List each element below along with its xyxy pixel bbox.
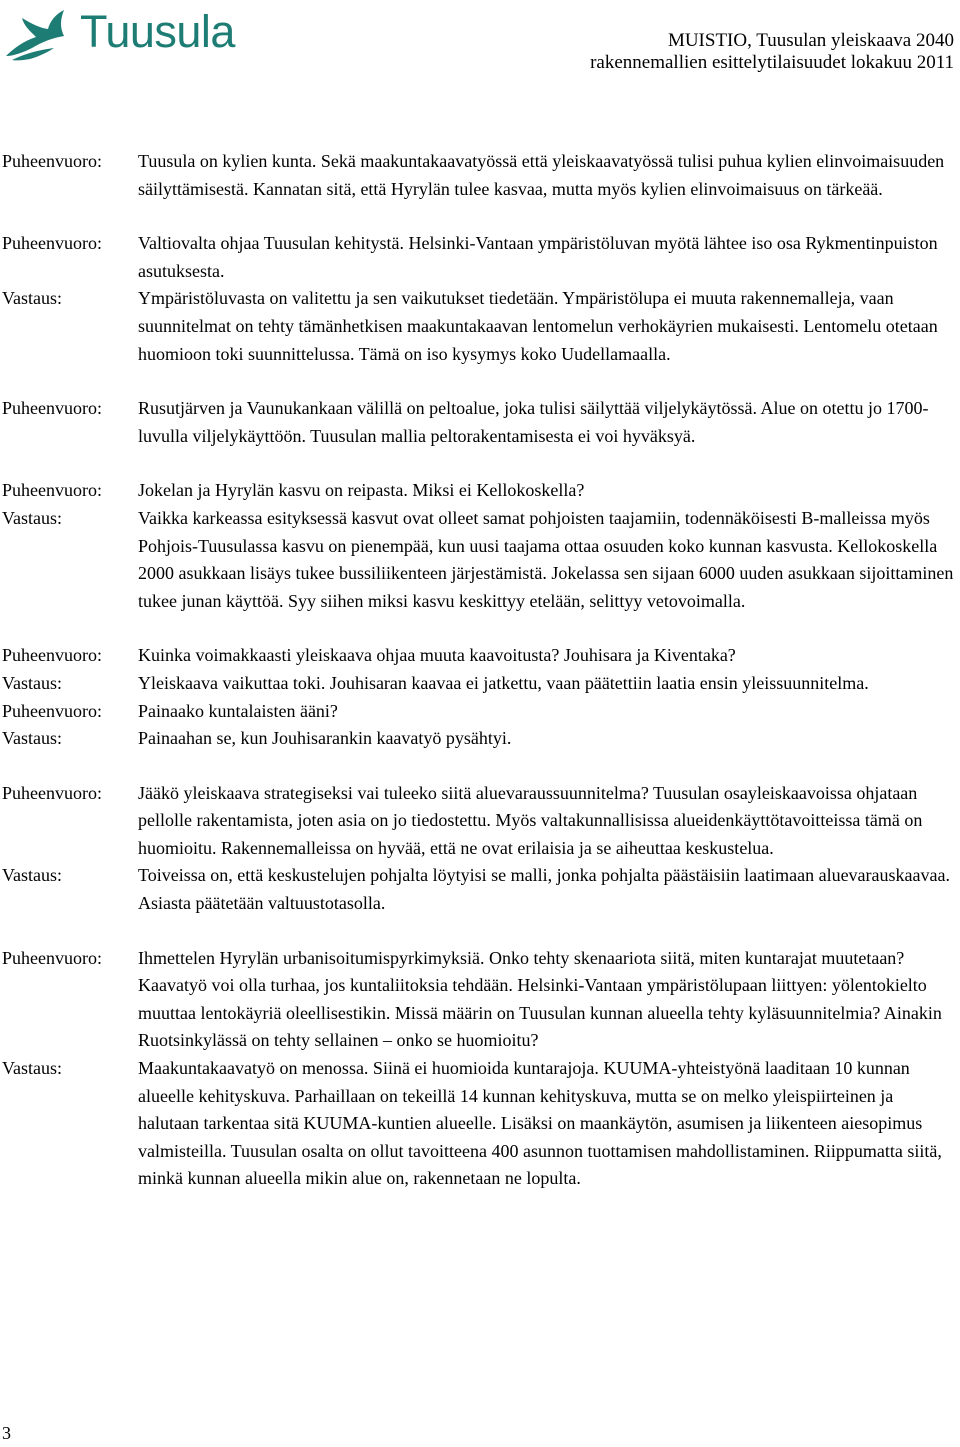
entry-group [0, 477, 960, 615]
minutes-entry [0, 698, 960, 726]
minutes-entry [0, 1055, 960, 1193]
minutes-entry [0, 780, 960, 863]
minutes-entry [0, 725, 960, 753]
page-number: 3 [2, 1423, 11, 1443]
entry-text: Ympäristöluvasta on valitettu ja sen vaikutukset tiedetään. Ympäristölupa ei muuta rakennemalleja, vaan suunnitelmat on tehty tämänhetkisen maakuntakaavan lentomelun verhokäyrien mukaisesti. Lentomelu otetaan huomioon toki suunnittelussa. Tämä on iso kysymys koko Uudellamaalla. [138, 288, 938, 364]
entry-group [0, 945, 960, 1193]
minutes-entry [0, 642, 960, 670]
logo-wordmark: Tuusula [80, 6, 235, 57]
minutes-entry [0, 862, 960, 917]
minutes-entry [0, 148, 960, 203]
page-header [0, 0, 960, 110]
speaker-label: Puheenvuoro: [2, 782, 102, 803]
speaker-label: Vastaus: [2, 728, 62, 749]
entry-group [0, 642, 960, 752]
speaker-label: Vastaus: [2, 507, 62, 528]
entry-text: Ihmettelen Hyrylän urbanisoitumispyrkimyksiä. Onko tehty skenaariota siitä, miten kuntarajat muutetaan? Kaavatyö voi olla turhaa, jos kuntaliitoksia tehdään. Helsinki-Vantaan ympäristölupaan liittyen: yölentokielto muuttaa lentokäyriä oleellisestikin. Missä määrin on Tuusulan kunnan alueella tehty kyläsuunnitelmia? Ainakin Ruotsinkylässä on tehty sellainen – onko se huomioitu? [138, 947, 942, 1051]
entry-group [0, 395, 960, 450]
entry-text: Yleiskaava vaikuttaa toki. Jouhisaran kaavaa ei jatkettu, vaan päätettiin laatia ensin yleissuunnitelma. [138, 672, 869, 693]
speaker-label: Puheenvuoro: [2, 645, 102, 666]
speaker-label: Vastaus: [2, 672, 62, 693]
document-title [354, 30, 954, 74]
entry-group [0, 148, 960, 203]
speaker-label: Puheenvuoro: [2, 480, 102, 501]
entry-text: Valtiovalta ohjaa Tuusulan kehitystä. Helsinki-Vantaan ympäristöluvan myötä lähtee iso osa Rykmentinpuiston asutuksesta. [138, 233, 938, 281]
entry-text: Tuusula on kylien kunta. Sekä maakuntakaavatyössä että yleiskaavatyössä tulisi puhua kylien elinvoimaisuuden säilyttämisestä. Kannatan sitä, että Hyrylän tulee kasvaa, mutta myös kylien elinvoimaisuus on tärkeää. [138, 151, 945, 199]
speaker-label: Vastaus: [2, 865, 62, 886]
entry-text: Jokelan ja Hyrylän kasvu on reipasta. Miksi ei Kellokoskella? [138, 480, 585, 501]
speaker-label: Puheenvuoro: [2, 398, 102, 419]
entry-text: Vaikka karkeassa esityksessä kasvut ovat olleet samat pohjoisten taajamiin, todennäköisesti B-malleissa myös Pohjois-Tuusulassa kasvu on pienempää, kun uusi taajama ottaa osuuden koko kunnan kasvusta. Kellokoskella 2000 asukkaan lisäys tukee bussiliikenteen järjestämistä. Jokelassa sen sijaan 6000 uuden asukkaan sijoittaminen tukee junan käyttöä. Syy siihen miksi kasvu keskittyy etelään, selittyy vetovoimalla. [138, 507, 954, 611]
speaker-label: Vastaus: [2, 1058, 62, 1079]
minutes-entry [0, 230, 960, 285]
speaker-label: Puheenvuoro: [2, 151, 102, 171]
entry-text: Maakuntakaavatyö on menossa. Siinä ei huomioida kuntarajoja. KUUMA-yhteistyönä laaditaan 10 kunnan alueelle kehityskuva. Parhaillaan on tekeillä 14 kunnan kehityskuva, mutta se on melko yleispiirteinen ja halutaan tarkentaa sitä KUUMA-kuntien alueelle. Lisäksi on maankäytön, asumisen ja liikenteen aiesopimus valmisteilla. Tuusulan osalta on ollut tavoitteena 400 asunnon tuottamisen mahdollistaminen. Riippumatta siitä, minkä kunnan alueella mikin alue on, rakennetaan ne lopulta. [138, 1058, 942, 1189]
speaker-label: Puheenvuoro: [2, 233, 102, 254]
minutes-entry [0, 505, 960, 615]
minutes-entry [0, 670, 960, 698]
speaker-label: Puheenvuoro: [2, 947, 102, 968]
title-line-1: MUISTIO, Tuusulan yleiskaava 2040 [667, 30, 954, 51]
speaker-label: Vastaus: [2, 288, 62, 309]
entry-text: Jääkö yleiskaava strategiseksi vai tuleeko siitä aluevaraussuunnitelma? Tuusulan osayleiskaavoissa ohjataan pellolle rakentamista, joten asia on jo tiedostettu. Myös valtakunnallisissa alueidenkäyttötavoitteissa tämä on huomioitu. Rakennemalleissa on hyvää, että ne ovat erilaisia ja se aiheuttaa keskustelua. [138, 782, 923, 858]
entry-group [0, 230, 960, 368]
title-line-2: rakennemallien esittelytilaisuudet lokakuu 2011 [590, 52, 954, 73]
tuusula-logo-mark-icon [2, 4, 78, 62]
entry-text: Painaako kuntalaisten ääni? [138, 700, 338, 721]
minutes-body [0, 148, 960, 1220]
speaker-label: Puheenvuoro: [2, 700, 102, 721]
minutes-entry [0, 477, 960, 505]
entry-text: Kuinka voimakkaasti yleiskaava ohjaa muuta kaavoitusta? Jouhisara ja Kiventaka? [138, 645, 736, 666]
entry-text: Painaahan se, kun Jouhisarankin kaavatyö pysähtyi. [138, 728, 512, 749]
tuusula-logo [2, 4, 292, 64]
entry-text: Rusutjärven ja Vaunukankaan välillä on peltoalue, joka tulisi säilyttää viljelykäytössä. Alue on otettu jo 1700-luvulla viljelykäyttöön. Tuusulan mallia peltorakentamisesta ei voi hyväksyä. [138, 398, 929, 446]
entry-group [0, 780, 960, 918]
minutes-entry [0, 395, 960, 450]
entry-text: Toiveissa on, että keskustelujen pohjalta löytyisi se malli, jonka pohjalta päästäisiin laatimaan aluevarauskaavaa. Asiasta päätetään valtuustotasolla. [138, 865, 950, 914]
minutes-entry [0, 945, 960, 1055]
minutes-entry [0, 285, 960, 368]
